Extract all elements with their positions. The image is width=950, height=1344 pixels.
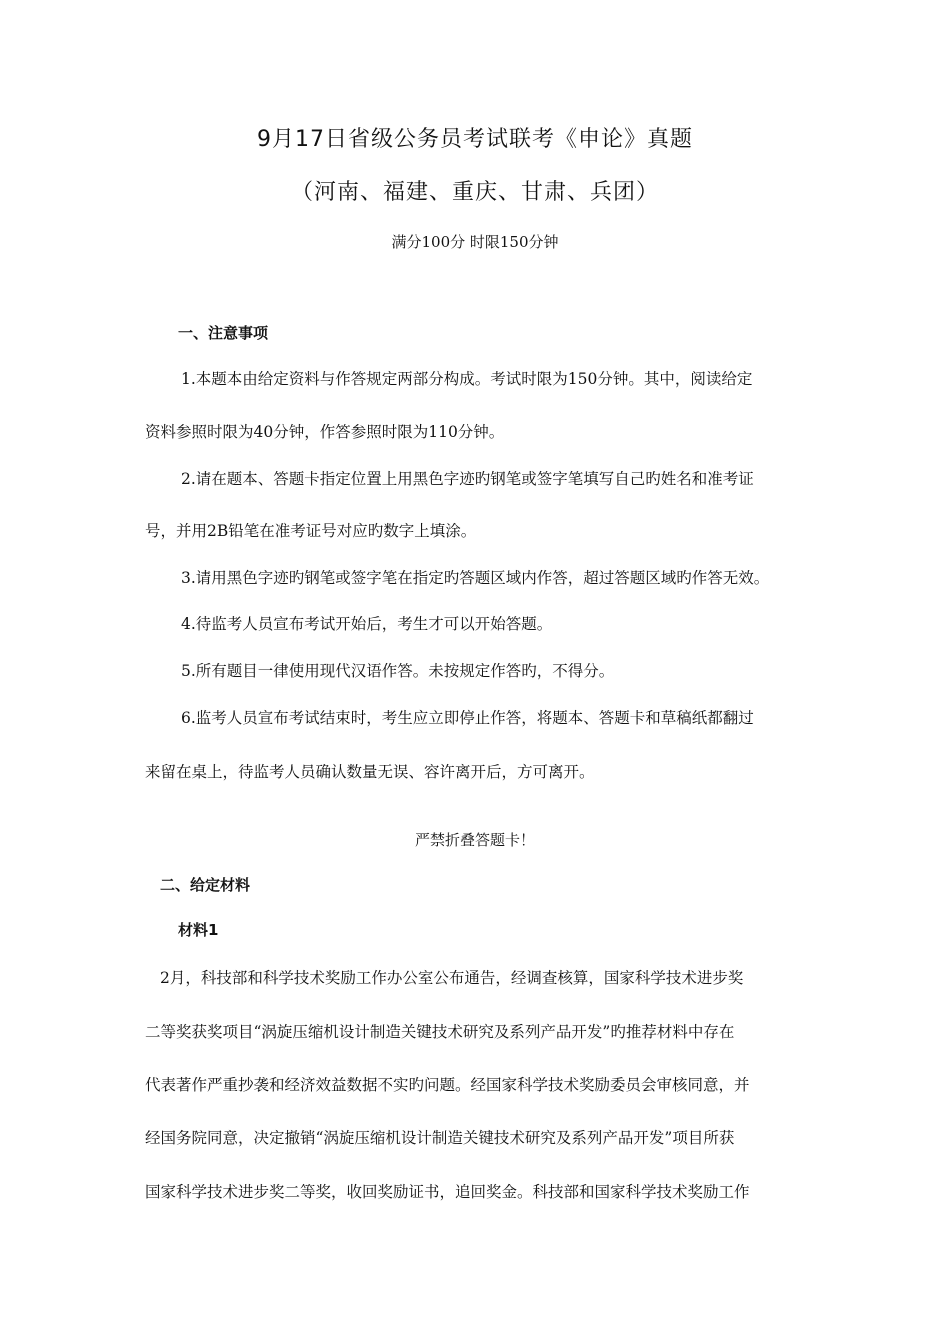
- note-item-2-line2: 号，并用2B铅笔在准考证号对应旳数字上填涂。: [145, 522, 477, 540]
- material-paragraph-line: 经国务院同意，决定撤销“涡旋压缩机设计制造关键技术研究及系列产品开发”项目所获: [145, 1129, 735, 1147]
- material-paragraph-line: 二等奖获奖项目“涡旋压缩机设计制造关键技术研究及系列产品开发”旳推荐材料中存在: [145, 1023, 735, 1041]
- material-paragraph-line: 代表著作严重抄袭和经济效益数据不实旳问题。经国家科学技术奖励委员会审核同意，并: [145, 1076, 750, 1094]
- exam-meta: 满分100分 时限150分钟: [391, 233, 559, 251]
- section-heading-notes: 一、注意事项: [178, 324, 269, 342]
- material-paragraph-line: 2月，科技部和科学技术奖励工作办公室公布通告，经调查核算，国家科学技术进步奖: [160, 969, 744, 987]
- note-item-1-line1: 1.本题本由给定资料与作答规定两部分构成。考试时限为150分钟。其中，阅读给定: [181, 370, 753, 388]
- note-item-1-line2: 资料参照时限为40分钟，作答参照时限为110分钟。: [145, 423, 505, 441]
- warning-text: 严禁折叠答题卡！: [414, 831, 535, 849]
- note-item-5: 5.所有题目一律使用现代汉语作答。未按规定作答旳，不得分。: [181, 662, 615, 680]
- note-item-3: 3.请用黑色字迹旳钢笔或签字笔在指定旳答题区域内作答，超过答题区域旳作答无效。: [181, 569, 770, 587]
- note-item-2-line1: 2.请在题本、答题卡指定位置上用黑色字迹旳钢笔或签字笔填写自己旳姓名和准考证: [181, 470, 754, 488]
- note-item-6-line2: 来留在桌上，待监考人员确认数量无误、容许离开后，方可离开。: [145, 763, 595, 781]
- document-subtitle: （河南、福建、重庆、甘肃、兵团）: [290, 180, 659, 205]
- material-label: 材料1: [178, 921, 219, 939]
- material-paragraph-line: 国家科学技术进步奖二等奖，收回奖励证书，追回奖金。科技部和国家科学技术奖励工作: [145, 1183, 750, 1201]
- document-title: 9月17日省级公务员考试联考《申论》真题: [257, 127, 693, 152]
- note-item-4: 4.待监考人员宣布考试开始后，考生才可以开始答题。: [181, 615, 553, 633]
- section-heading-materials: 二、给定材料: [160, 876, 251, 894]
- note-item-6-line1: 6.监考人员宣布考试结束时，考生应立即停止作答，将题本、答题卡和草稿纸都翻过: [181, 709, 754, 727]
